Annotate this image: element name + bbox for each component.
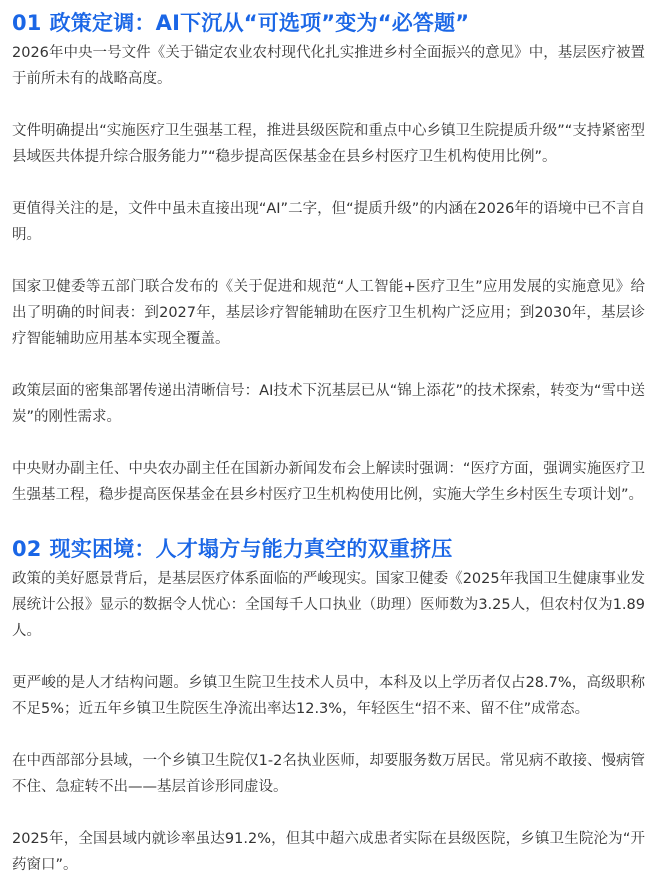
paragraph: 政策层面的密集部署传递出清晰信号：AI技术下沉基层已从“锦上添花”的技术探索，转变为“雪中送炭”的刚性需求。 bbox=[12, 383, 645, 425]
section-title: 现实困境：人才塌方与能力真空的双重挤压 bbox=[49, 537, 453, 561]
paragraph: 政策的美好愿景背后，是基层医疗体系面临的严峻现实。国家卫健委《2025年我国卫生健康事业发展统计公报》显示的数据令人忧心：全国每千人口执业（助理）医师数为3.25人，但农村仅为1.89人。 bbox=[12, 571, 645, 639]
paragraph: 更严峻的是人才结构问题。乡镇卫生院卫生技术人员中，本科及以上学历者仅占28.7%，高级职称不足5%；近五年乡镇卫生院医生净流出率达12.3%，年轻医生“招不来、留不住”成常态。 bbox=[12, 675, 645, 717]
paragraph: 更值得关注的是，文件中虽未直接出现“AI”二字，但“提质升级”的内涵在2026年的语境中已不言自明。 bbox=[12, 201, 645, 243]
section-heading bbox=[12, 534, 645, 564]
section-heading bbox=[12, 8, 645, 38]
section-title: 政策定调：AI下沉从“可选项”变为“必答题” bbox=[49, 11, 470, 35]
paragraph: 2025年，全国县域内就诊率虽达91.2%，但其中超六成患者实际在县级医院，乡镇卫生院沦为“开药窗口”。 bbox=[12, 831, 645, 873]
section-number: 02 bbox=[12, 537, 42, 561]
paragraph: 国家卫健委等五部门联合发布的《关于促进和规范“人工智能+医疗卫生”应用发展的实施意见》给出了明确的时间表：到2027年，基层诊疗智能辅助在医疗卫生机构广泛应用；到2030年，基层诊疗智能辅助应用基本实现全覆盖。 bbox=[12, 279, 645, 347]
paragraph: 中央财办副主任、中央农办副主任在国新办新闻发布会上解读时强调：“医疗方面，强调实施医疗卫生强基工程，稳步提高医保基金在县乡村医疗卫生机构使用比例，实施大学生乡村医生专项计划”。 bbox=[12, 461, 645, 503]
paragraph: 2026年中央一号文件《关于锚定农业农村现代化扎实推进乡村全面振兴的意见》中，基层医疗被置于前所未有的战略高度。 bbox=[12, 45, 645, 87]
section-policy bbox=[12, 8, 645, 508]
section-number: 01 bbox=[12, 11, 42, 35]
paragraph: 文件明确提出“实施医疗卫生强基工程，推进县级医院和重点中心乡镇卫生院提质升级”“支持紧密型县域医共体提升综合服务能力”“稳步提高医保基金在县乡村医疗卫生机构使用比例”。 bbox=[12, 123, 645, 165]
paragraph: 在中西部部分县域，一个乡镇卫生院仅1-2名执业医师，却要服务数万居民。常见病不敢接、慢病管不住、急症转不出——基层首诊形同虚设。 bbox=[12, 753, 645, 795]
section-reality bbox=[12, 534, 645, 878]
